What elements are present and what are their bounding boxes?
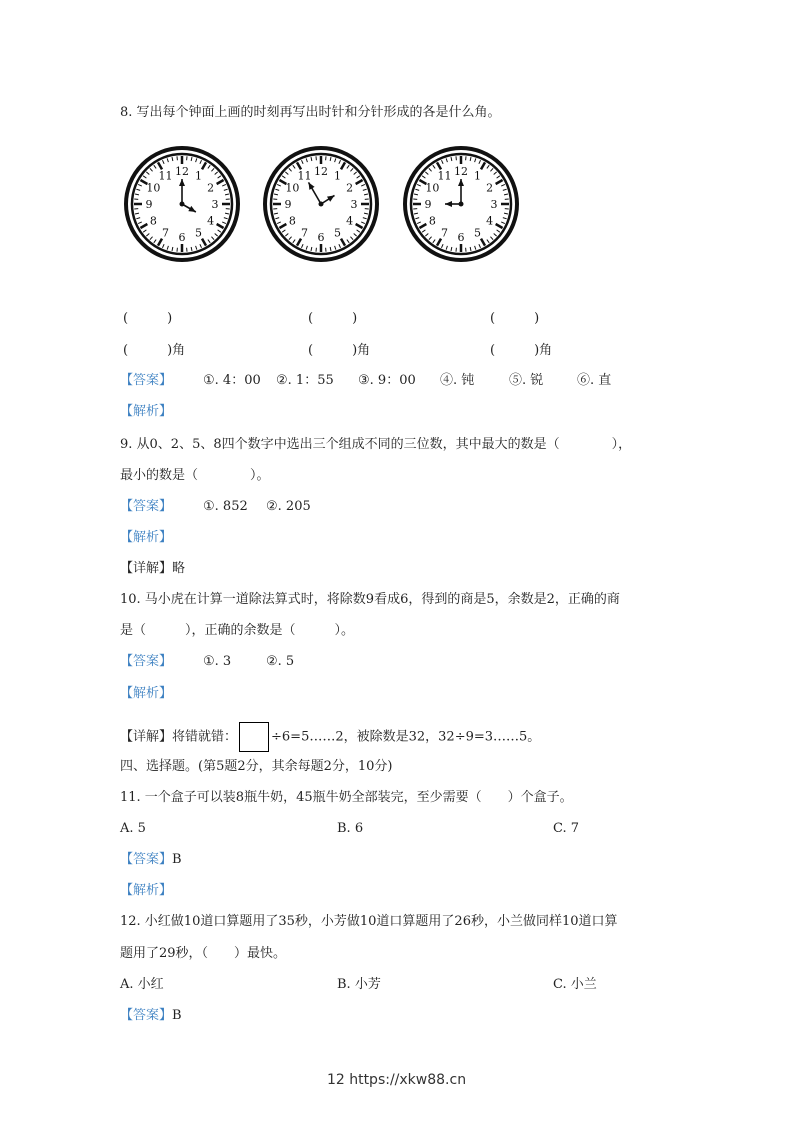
q12-line2: 题用了29秒，（ ）最快。 bbox=[120, 946, 287, 961]
clock-numeral: 10 bbox=[146, 181, 161, 195]
answer-item: ②. 1：55 bbox=[276, 373, 334, 388]
option-c: C. 小兰 bbox=[553, 977, 597, 992]
clock-numeral: 2 bbox=[486, 181, 494, 195]
time-blank-2: ( ) bbox=[308, 311, 358, 326]
q10-line2: 是（ ），正确的余数是（ ）。 bbox=[120, 623, 355, 638]
clock-numeral: 2 bbox=[346, 181, 354, 195]
analysis-label: 【解析】 bbox=[120, 686, 173, 701]
clock-1 bbox=[126, 148, 238, 260]
answer-item: ①. 3 bbox=[203, 654, 232, 669]
q9-line2: 最小的数是（ ）。 bbox=[120, 468, 270, 483]
clock-numeral: 5 bbox=[334, 226, 341, 240]
clock-numeral: 9 bbox=[284, 198, 292, 211]
clock-numeral: 8 bbox=[288, 214, 296, 228]
answer-value: B bbox=[172, 852, 182, 867]
clock-numeral: 7 bbox=[301, 226, 308, 240]
answer-label: 【答案】 bbox=[120, 852, 173, 867]
q10-line1: 10. 马小虎在计算一道除法算式时，将除数9看成6，得到的商是5，余数是2，正确的商 bbox=[120, 592, 620, 607]
answer-item: ②. 5 bbox=[266, 654, 295, 669]
option-a: A. 小红 bbox=[120, 977, 164, 992]
clock-numeral: 1 bbox=[474, 169, 481, 183]
clock-numeral: 7 bbox=[441, 226, 448, 240]
clock-numeral: 6 bbox=[317, 231, 325, 244]
option-c: C. 7 bbox=[553, 821, 580, 836]
clock-numeral: 11 bbox=[437, 169, 452, 183]
detail-text: ÷6=5……2，被除数是32，32÷9=3……5。 bbox=[271, 729, 541, 745]
clock-numeral: 1 bbox=[195, 169, 202, 183]
analysis-label: 【解析】 bbox=[120, 883, 173, 898]
time-blank-1: ( ) bbox=[123, 311, 173, 326]
answer-value: B bbox=[172, 1008, 182, 1023]
option-b: B. 小芳 bbox=[337, 977, 381, 992]
clock-2 bbox=[265, 148, 377, 260]
option-b: B. 6 bbox=[337, 821, 364, 836]
answer-item: ⑥. 直 bbox=[577, 373, 612, 388]
q9-detail: 【详解】略 bbox=[120, 561, 186, 576]
analysis-label: 【解析】 bbox=[120, 530, 173, 545]
q9-line1: 9. 从0、2、5、8四个数字中选出三个组成不同的三位数，其中最大的数是（ ）， bbox=[120, 437, 632, 452]
clock-numeral: 3 bbox=[350, 198, 358, 211]
time-blank-3: ( ) bbox=[490, 311, 540, 326]
angle-blank-2: ( )角 bbox=[308, 343, 371, 358]
clock-numeral: 3 bbox=[490, 198, 498, 211]
clock-numeral: 7 bbox=[162, 226, 169, 240]
answer-item: ②. 205 bbox=[266, 499, 311, 514]
clock-numeral: 4 bbox=[207, 214, 215, 228]
clock-faces bbox=[115, 140, 535, 270]
angle-blank-3: ( )角 bbox=[490, 343, 553, 358]
clock-numeral: 5 bbox=[474, 226, 481, 240]
clock-numeral: 10 bbox=[425, 181, 440, 195]
clock-numeral: 8 bbox=[149, 214, 157, 228]
clock-numeral: 9 bbox=[424, 198, 432, 211]
q10-detail bbox=[120, 722, 540, 752]
clock-numeral: 4 bbox=[346, 214, 354, 228]
clock-numeral: 11 bbox=[297, 169, 312, 183]
clock-numeral: 9 bbox=[145, 198, 153, 211]
clock-numeral: 5 bbox=[195, 226, 202, 240]
clock-numeral: 8 bbox=[428, 214, 436, 228]
clock-numeral: 4 bbox=[486, 214, 494, 228]
clock-numeral: 11 bbox=[158, 169, 173, 183]
answer-item: ④. 钝 bbox=[440, 373, 475, 388]
clock-numeral: 1 bbox=[334, 169, 341, 183]
clock-numeral: 6 bbox=[178, 231, 186, 244]
answer-label: 【答案】 bbox=[120, 1008, 173, 1023]
clock-numeral: 2 bbox=[207, 181, 215, 195]
clock-3 bbox=[405, 148, 517, 260]
clock-numeral: 12 bbox=[314, 165, 328, 178]
answer-item: ①. 4：00 bbox=[203, 373, 261, 388]
answer-label: 【答案】 bbox=[120, 499, 173, 514]
answer-item: ③. 9：00 bbox=[358, 373, 416, 388]
page-footer: 12 https://xkw88.cn bbox=[326, 1072, 467, 1088]
q11-text: 11. 一个盒子可以装8瓶牛奶，45瓶牛奶全部装完，至少需要（ ）个盒子。 bbox=[120, 790, 573, 805]
option-a: A. 5 bbox=[120, 821, 146, 836]
clock-numeral: 12 bbox=[175, 165, 189, 178]
clock-numeral: 3 bbox=[211, 198, 219, 211]
q12-line1: 12. 小红做10道口算题用了35秒，小芳做10道口算题用了26秒，小兰做同样10道口算 bbox=[120, 914, 618, 929]
answer bbox=[120, 1008, 182, 1024]
analysis-label: 【解析】 bbox=[120, 404, 173, 419]
answer-label: 【答案】 bbox=[120, 373, 173, 388]
clock-numeral: 10 bbox=[285, 181, 300, 195]
clock-numeral: 12 bbox=[454, 165, 468, 178]
answer-label: 【答案】 bbox=[120, 654, 173, 669]
section-heading: 四、选择题。(第5题2分，其余每题2分，10分) bbox=[120, 759, 393, 774]
empty-box bbox=[239, 722, 269, 752]
angle-blank-1: ( )角 bbox=[123, 343, 186, 358]
answer bbox=[120, 852, 182, 868]
q8-text: 8. 写出每个钟面上画的时刻再写出时针和分针形成的各是什么角。 bbox=[120, 105, 501, 120]
clock-numeral: 6 bbox=[457, 231, 465, 244]
detail-label: 【详解】将错就错： bbox=[120, 729, 238, 745]
answer-item: ⑤. 锐 bbox=[509, 373, 544, 388]
answer-item: ①. 852 bbox=[203, 499, 248, 514]
